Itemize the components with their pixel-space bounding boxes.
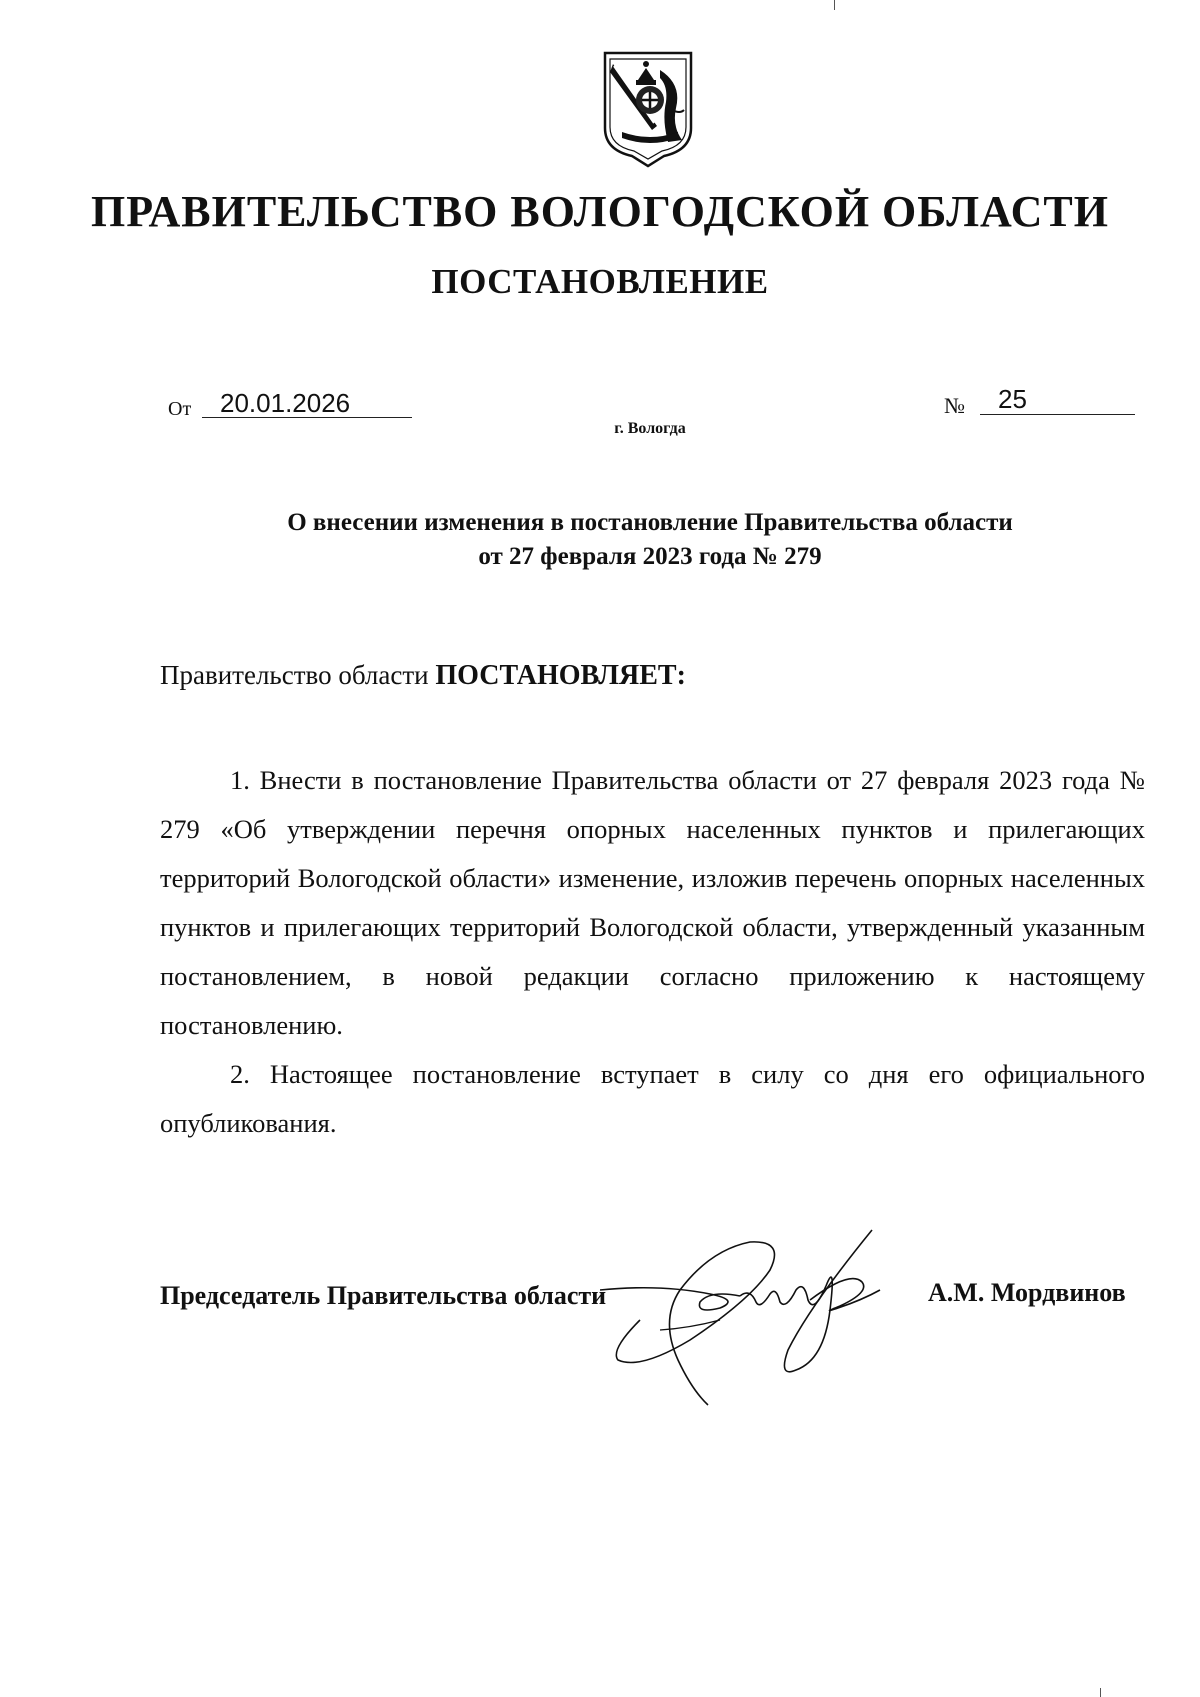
city: г. Вологда (614, 420, 686, 437)
date-label: От (168, 398, 192, 420)
subject-line-1: О внесении изменения в постановление Правительства области (287, 509, 1013, 536)
body-item-2: 2. Настоящее постановление вступает в силу со дня его официального опубликования. (160, 1059, 1145, 1138)
government-name: ПРАВИТЕЛЬСТВО ВОЛОГОДСКОЙ ОБЛАСТИ (91, 187, 1109, 236)
document-type: ПОСТАНОВЛЕНИЕ (431, 262, 769, 301)
date-value: 20.01.2026 (220, 388, 351, 418)
preamble-decree: ПОСТАНОВЛЯЕТ: (435, 660, 686, 691)
signature-icon (600, 1210, 960, 1410)
preamble (160, 660, 686, 692)
signer-title: Председатель Правительства области (160, 1281, 607, 1310)
document-subject (0, 506, 1200, 574)
document-body (160, 756, 1145, 1148)
body-item-1: 1. Внести в постановление Правительства области от 27 февраля 2023 года № 279 «Об утверждении перечня опорных населенных пунктов и прилегающих территорий Вологодской области» изменение, изложив перечень опорных населенных пунктов и прилегающих территорий Вологодской области, утвержденный указанным постановлением, в новой редакции согласно приложению к настоящему постановлению. (160, 765, 1145, 1040)
scan-mark (1100, 1688, 1101, 1697)
signer-name: А.М. Мордвинов (928, 1278, 1126, 1307)
number-label: № (944, 393, 965, 418)
coat-of-arms-icon (602, 50, 694, 168)
number-value: 25 (998, 384, 1027, 414)
scan-mark (834, 0, 835, 10)
subject-line-2: от 27 февраля 2023 года № 279 (478, 543, 822, 570)
preamble-lead: Правительство области (160, 660, 436, 690)
